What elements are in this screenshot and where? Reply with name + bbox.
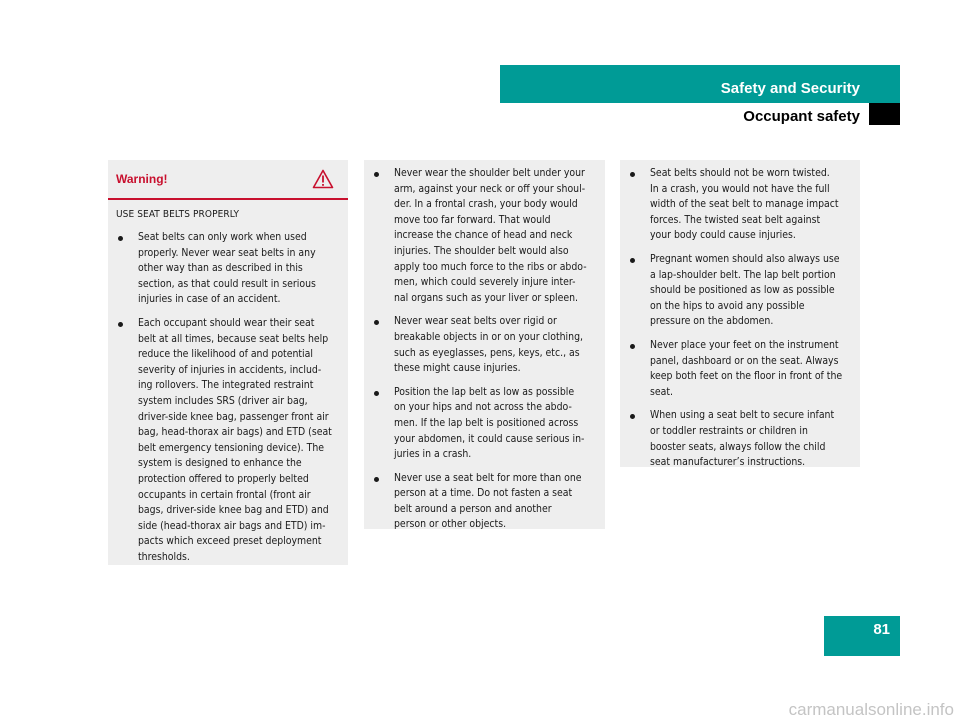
page-number: 81 [873, 621, 890, 638]
warning-triangle-icon [312, 169, 334, 189]
bullet-icon [118, 322, 123, 327]
warning-panel [108, 160, 348, 565]
list-item-text: Each occupant should wear their seat belt at all times, because seat belts help reduce the likelihood of and potential severity of injuries in accidents, includ- ing rollovers. The integrated restraint system includes SRS (driver air bag, driver-side knee bag, passenger front air bag, head-thorax air bags) and ETD (seat belt emergency tensioning device). The system is designed to enhance the protection offered to properly belted occupants in certain frontal (front air bags, driver-side knee bag and ETD) and side (head-thorax air bags and ETD) im- pacts which exceed preset deployment thresholds. [138, 316, 332, 563]
list-item [620, 408, 860, 470]
warning-header [108, 160, 348, 200]
list-item [620, 166, 860, 244]
bullet-icon [374, 477, 379, 482]
list-item [620, 252, 860, 330]
watermark: carmanualsonline.info [788, 700, 954, 719]
bullet-icon [374, 391, 379, 396]
list-item [364, 385, 605, 463]
section-title: Safety and Security [720, 80, 860, 97]
list-item-text: Seat belts can only work when used properly. Never wear seat belts in any other way than as described in this section, as that could result in serious injuries in case of an accident. [138, 231, 316, 306]
list-item-text: Pregnant women should also always use a lap-shoulder belt. The lap belt portion should be positioned as low as possible on the hips to avoid any possible pressure on the abdomen. [650, 252, 840, 328]
page-title: Occupant safety [743, 108, 860, 125]
warning-panel-continued [364, 160, 605, 529]
bullet-list-col2 [364, 166, 605, 533]
list-item [364, 471, 605, 533]
warning-panel-continued-2 [620, 160, 860, 467]
bullet-icon [374, 172, 379, 177]
list-item-text: Never place your feet on the instrument panel, dashboard or on the seat. Always keep both feet on the floor in front of the seat. [650, 338, 843, 398]
warning-title: Warning! [116, 172, 168, 186]
list-item-text: Seat belts should not be worn twisted. In a crash, you would not have the full width of the seat belt to manage impact forces. The twisted seat belt against your body could cause injuries. [650, 167, 839, 242]
list-item [620, 338, 860, 400]
list-item [364, 166, 605, 306]
list-item-text: Never wear seat belts over rigid or breakable objects in or on your clothing, such as eyeglasses, pens, keys, etc., as these might cause injuries. [394, 315, 583, 375]
list-item-text: Never use a seat belt for more than one person at a time. Do not fasten a seat belt around a person and another person or other objects. [394, 471, 582, 531]
bullet-list-col3 [620, 166, 860, 471]
bullet-icon [374, 320, 379, 325]
list-item [108, 230, 348, 308]
bullet-icon [118, 236, 123, 241]
bullet-icon [630, 414, 635, 419]
bullet-icon [630, 344, 635, 349]
list-item [108, 316, 348, 566]
header-tab-marker [869, 103, 900, 125]
list-item-text: Never wear the shoulder belt under your arm, against your neck or off your shoul- der. In a frontal crash, your body would move too far forward. That would increase the chance of head and neck injuries. The shoulder belt would also apply too much force to the ribs or abdo- men, which could severely injure inter- nal organs such as your liver or spleen. [394, 167, 587, 304]
bullet-icon [630, 172, 635, 177]
list-item-text: Position the lap belt as low as possible on your hips and not across the abdo- men. If the lap belt is positioned across your abdomen, it could cause serious in- juries in a crash. [394, 385, 585, 461]
warning-heading: USE SEAT BELTS PROPERLY [116, 209, 240, 220]
list-item [364, 314, 605, 376]
bullet-list-col1 [108, 230, 348, 565]
page-number-box [824, 616, 900, 656]
list-item-text: When using a seat belt to secure infant or toddler restraints or children in booster seats, always follow the child seat manufacturer’s instructions. [650, 409, 835, 469]
bullet-icon [630, 258, 635, 263]
